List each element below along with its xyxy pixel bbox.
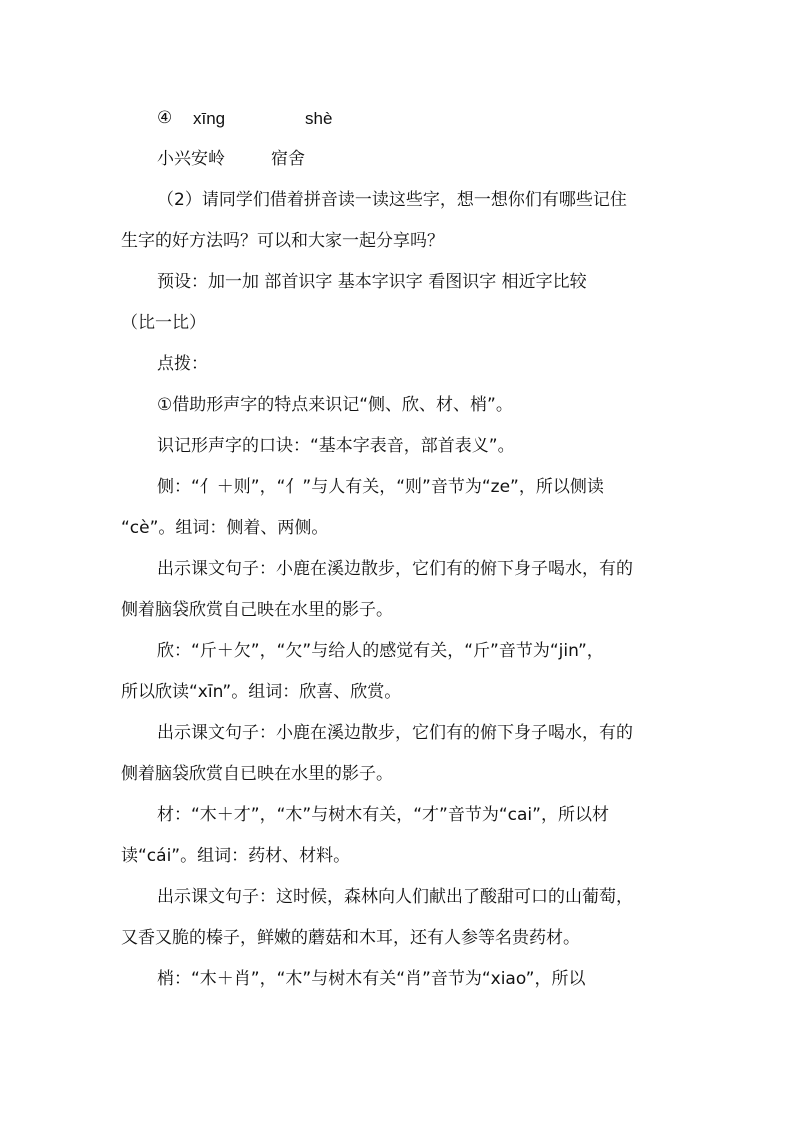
paragraph-line: 欣：“斤＋欠”，“欠”与给人的感觉有关，“斤”音节为“jin”，: [157, 641, 604, 661]
paragraph-line: 侧着脑袋欣赏自己映在水里的影子。: [121, 600, 393, 620]
paragraph-line: （比一比）: [121, 313, 206, 333]
item-number-4: ④: [157, 108, 173, 128]
paragraph-line: （2）请同学们借着拼音读一读这些字，想一想你们有哪些记住: [157, 190, 627, 210]
paragraph-line: 出示课文句子：小鹿在溪边散步，它们有的俯下身子喝水，有的: [157, 723, 633, 743]
pinyin-xing: xīng: [193, 109, 226, 128]
document-body: [121, 98, 676, 1000]
paragraph-line: 出示课文句子：小鹿在溪边散步，它们有的俯下身子喝水，有的: [157, 559, 633, 579]
paragraph-line: 生字的好方法吗？可以和大家一起分享吗？: [121, 231, 444, 251]
paragraph-line: 侧着脑袋欣赏自已映在水里的影子。: [121, 764, 393, 784]
paragraph-line: 材：“木＋才”，“木”与树木有关，“才”音节为“cai”，所以材: [157, 805, 609, 825]
paragraph-line: 梢：“木＋肖”，“木”与树木有关“肖”音节为“xiao”，所以: [157, 969, 586, 989]
word-row: [121, 139, 676, 180]
paragraph-line: 预设：加一加 部首识字 基本字识字 看图识字 相近字比较: [157, 272, 587, 292]
paragraph-line: 点拨：: [157, 354, 208, 374]
paragraph-line: “cè”。组词：侧着、两侧。: [121, 518, 329, 538]
paragraph-line: 读“cái”。组词：药材、材料。: [121, 846, 351, 866]
paragraph-line: 侧：“亻＋则”，“亻”与人有关，“则”音节为“ze”，所以侧读: [157, 477, 604, 497]
paragraph-line: 又香又脆的榛子，鲜嫩的蘑菇和木耳，还有人参等名贵药材。: [121, 928, 580, 948]
paragraph-line: 出示课文句子：这时候，森林向人们献出了酸甜可口的山葡萄，: [157, 887, 633, 907]
pinyin-row: [121, 98, 676, 139]
word-xiaoxinganling: 小兴安岭: [157, 149, 225, 169]
word-sushe: 宿舍: [271, 149, 305, 169]
paragraph-line: 所以欣读“xīn”。组词：欣喜、欣赏。: [121, 682, 402, 702]
paragraph-line: 识记形声字的口诀：“基本字表音，部首表义”。: [157, 436, 515, 456]
pinyin-she: shè: [305, 109, 333, 128]
paragraph-line: ①借助形声字的特点来识记“侧、欣、材、梢”。: [157, 395, 513, 415]
